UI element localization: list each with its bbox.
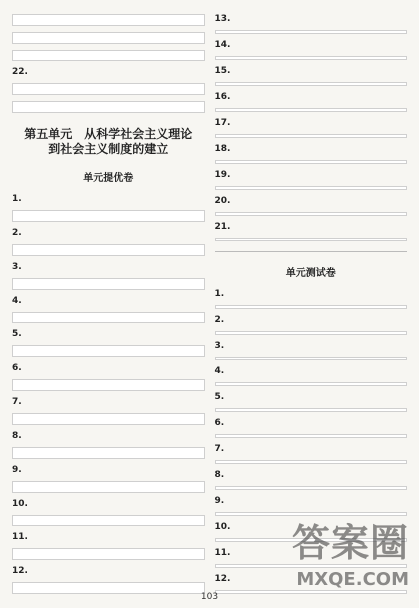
text-block bbox=[215, 238, 408, 242]
text-block bbox=[12, 345, 205, 357]
text-block bbox=[215, 331, 408, 335]
question-number: 6. bbox=[214, 418, 225, 429]
question-number: 7. bbox=[214, 444, 225, 455]
question-number: 14. bbox=[214, 39, 231, 50]
text-block bbox=[215, 134, 408, 138]
text-block bbox=[215, 460, 408, 464]
watermark-logo bbox=[292, 512, 409, 590]
text-block bbox=[12, 83, 205, 95]
question-number: 5. bbox=[12, 329, 22, 340]
text-block bbox=[12, 481, 205, 493]
question-number: 8. bbox=[12, 430, 22, 441]
question-number: 9. bbox=[12, 464, 22, 475]
text-block bbox=[12, 244, 205, 256]
question-number: 21. bbox=[214, 221, 231, 232]
question-number: 4. bbox=[12, 295, 22, 306]
question-number: 19. bbox=[214, 169, 231, 180]
question-number: 10. bbox=[12, 498, 28, 509]
unit-label: 单元测试卷 bbox=[285, 267, 336, 279]
text-block bbox=[12, 582, 205, 594]
question-number: 16. bbox=[214, 91, 231, 102]
question-number: 1. bbox=[214, 288, 225, 299]
text-block bbox=[215, 30, 408, 34]
question-number: 2. bbox=[12, 227, 22, 238]
question-number: 13. bbox=[214, 14, 231, 24]
two-column-layout bbox=[12, 14, 407, 594]
text-block bbox=[215, 357, 408, 361]
text-block bbox=[215, 82, 408, 86]
question-number: 3. bbox=[12, 261, 22, 272]
text-block bbox=[215, 590, 408, 594]
watermark-sub: MXQE.COM bbox=[296, 569, 409, 590]
section-title-line1: 第五单元 从科学社会主义理论 bbox=[24, 127, 193, 142]
text-block bbox=[12, 14, 205, 26]
text-block bbox=[215, 408, 408, 412]
question-number: 5. bbox=[214, 392, 225, 403]
question-number: 8. bbox=[214, 470, 225, 481]
question-number: 11. bbox=[214, 548, 231, 558]
text-block bbox=[215, 486, 408, 490]
text-block bbox=[215, 56, 408, 60]
text-block bbox=[12, 210, 205, 222]
question-number: 18. bbox=[214, 143, 231, 154]
text-block bbox=[215, 212, 408, 216]
question-number: 11. bbox=[12, 532, 28, 543]
watermark-main: 答案圈 bbox=[291, 521, 409, 565]
text-block bbox=[215, 160, 408, 164]
text-block bbox=[12, 312, 205, 324]
question-number: 4. bbox=[214, 366, 225, 377]
question-number: 1. bbox=[12, 194, 22, 205]
text-block bbox=[12, 413, 205, 425]
question-number: 17. bbox=[214, 117, 231, 128]
page-number: 103 bbox=[200, 592, 219, 602]
text-block bbox=[215, 108, 408, 112]
right-column bbox=[215, 14, 408, 594]
text-block bbox=[12, 50, 205, 62]
text-block bbox=[12, 379, 205, 391]
question-number: 15. bbox=[214, 65, 231, 76]
text-block bbox=[215, 186, 408, 190]
question-number: 12. bbox=[12, 566, 28, 577]
text-block bbox=[215, 434, 408, 438]
question-number: 6. bbox=[12, 363, 22, 374]
question-number: 22. bbox=[12, 67, 28, 78]
question-number: 12. bbox=[214, 573, 231, 584]
text-block bbox=[12, 515, 205, 527]
text-block bbox=[12, 548, 205, 560]
question-number: 20. bbox=[214, 195, 231, 206]
text-block bbox=[215, 305, 408, 309]
text-block bbox=[12, 278, 205, 290]
text-block bbox=[12, 101, 205, 113]
left-column bbox=[12, 14, 205, 594]
unit-label: 单元提优卷 bbox=[83, 173, 134, 185]
question-number: 9. bbox=[214, 496, 225, 507]
question-number: 10. bbox=[214, 522, 231, 533]
text-block bbox=[12, 32, 205, 44]
question-number: 7. bbox=[12, 397, 22, 408]
text-block bbox=[215, 382, 408, 386]
text-block bbox=[12, 447, 205, 459]
section-title-line2: 到社会主义制度的建立 bbox=[48, 142, 169, 157]
question-number: 2. bbox=[214, 314, 225, 325]
question-number: 3. bbox=[214, 340, 225, 351]
section-title bbox=[12, 127, 205, 157]
